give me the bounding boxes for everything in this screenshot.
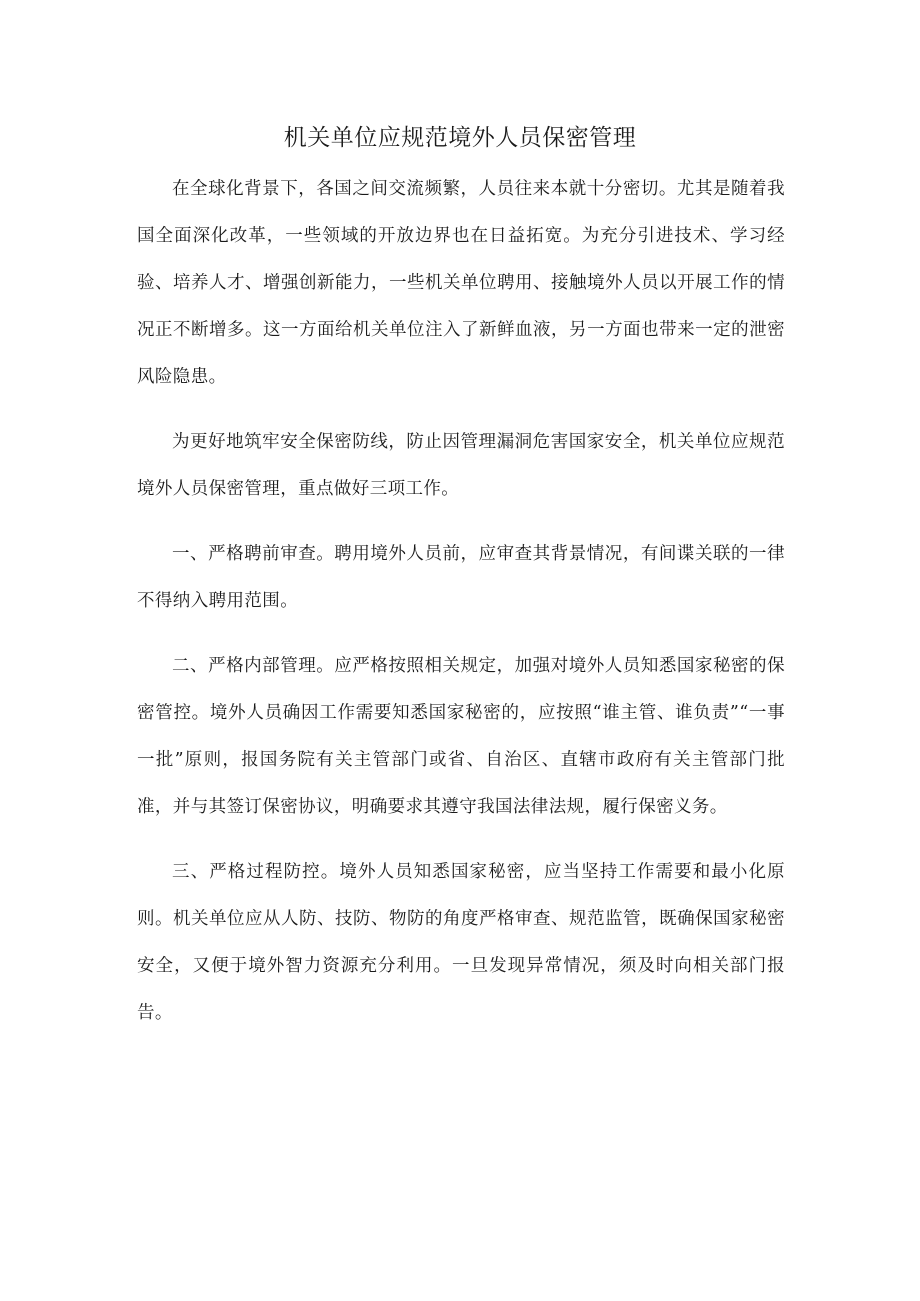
paragraph-item-3: 三、严格过程防控。境外人员知悉国家秘密，应当坚持工作需要和最小化原则。机关单位应从人防、技防、物防的角度严格审查、规范监管，既确保国家秘密安全，又便于境外智力资源充分利用。一旦发现异常情况，须及时向相关部门报告。 bbox=[137, 862, 785, 1023]
paragraph-item-1: 一、严格聘前审查。聘用境外人员前，应审查其背景情况，有间谍关联的一律不得纳入聘用范围。 bbox=[137, 544, 785, 611]
paragraph-intro: 在全球化背景下，各国之间交流频繁，人员往来本就十分密切。尤其是随着我国全面深化改革，一些领域的开放边界也在日益拓宽。为充分引进技术、学习经验、培养人才、增强创新能力，一些机关单位聘用、接触境外人员以开展工作的情况正不断增多。这一方面给机关单位注入了新鲜血液，另一方面也带来一定的泄密风险隐患。 bbox=[137, 179, 785, 387]
paragraph-item-2: 二、严格内部管理。应严格按照相关规定，加强对境外人员知悉国家秘密的保密管控。境外人员确因工作需要知悉国家秘密的，应按照“谁主管、谁负责”“一事一批”原则，报国务院有关主管部门或省、自治区、直辖市政府有关主管部门批准，并与其签订保密协议，明确要求其遵守我国法律法规，履行保密义务。 bbox=[137, 656, 785, 817]
paragraph-purpose: 为更好地筑牢安全保密防线，防止因管理漏洞危害国家安全，机关单位应规范境外人员保密管理，重点做好三项工作。 bbox=[137, 432, 785, 499]
document-body bbox=[137, 166, 785, 1055]
document-title: 机关单位应规范境外人员保密管理 bbox=[283, 125, 637, 151]
